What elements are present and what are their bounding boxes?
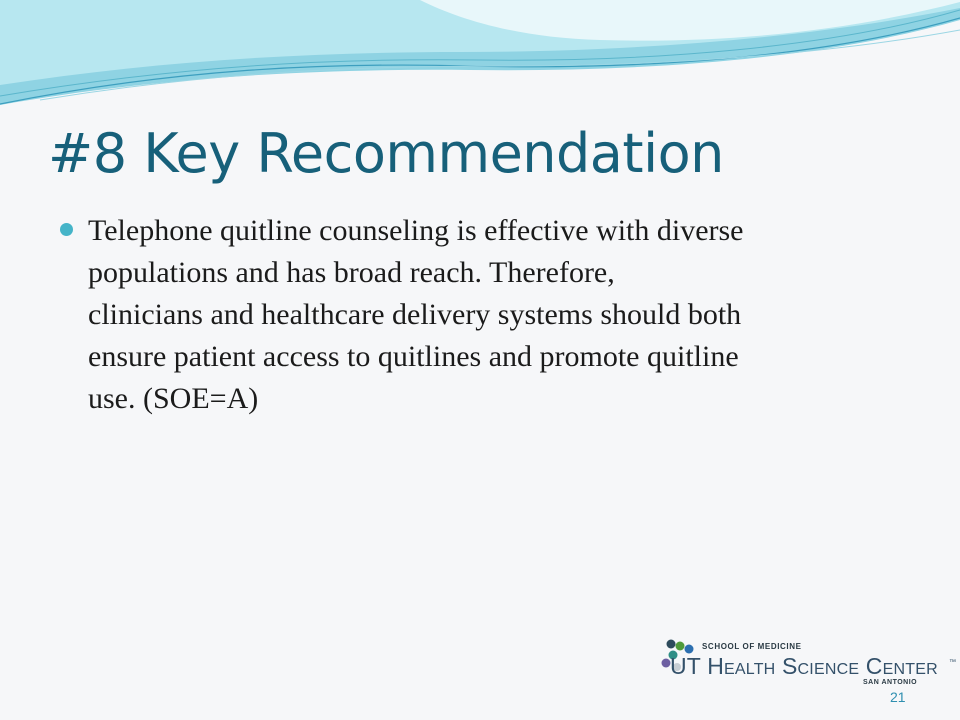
bullet-line: ensure patient access to quitlines and promote quitline — [88, 340, 739, 373]
bullet-list — [60, 210, 920, 420]
logo-school-text: SCHOOL OF MEDICINE — [702, 642, 802, 651]
header-wave-decoration — [0, 0, 960, 130]
logo-trademark: ™ — [949, 659, 956, 666]
bullet-icon — [60, 223, 73, 236]
bullet-line: populations and has broad reach. Therefore, — [88, 256, 615, 289]
bullet-line: Telephone quitline counseling is effective with diverse — [88, 214, 744, 247]
bullet-text — [88, 210, 920, 420]
slide-title: #8 Key Recommendation — [48, 122, 724, 185]
bullet-line: clinicians and healthcare delivery systems should both — [88, 298, 742, 331]
logo-city-text: SAN ANTONIO — [863, 679, 918, 686]
logo-center-text: UT Health Science Center — [670, 653, 938, 679]
ut-health-logo — [660, 636, 960, 692]
slide-number: 21 — [890, 689, 906, 705]
bullet-item — [60, 210, 920, 420]
bullet-line: use. (SOE=A) — [88, 382, 259, 415]
